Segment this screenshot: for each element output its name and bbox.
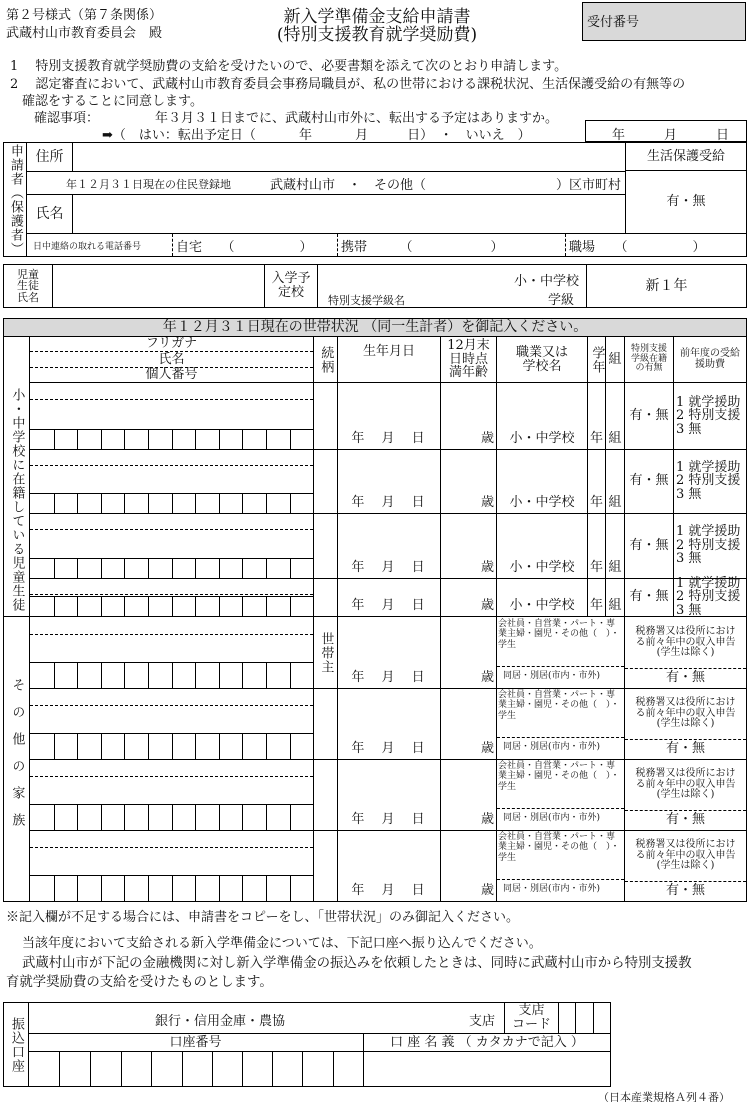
phone-label: 日中連絡の取れる電話番号 <box>33 242 142 252</box>
address-options[interactable]: 武蔵村山市 ・ その他（ ）区市町村 <box>270 178 622 193</box>
intro-line-2: 2 認定審査において、武蔵村山市教育委員会事務局職員が、私の世帯における課税状況、生活保護受給の有無等の <box>10 77 686 92</box>
family-age[interactable]: 歳 <box>480 812 494 828</box>
child-special-toggle[interactable]: 有・無 <box>629 589 669 605</box>
form-number: 第２号様式（第７条関係） <box>6 8 163 23</box>
child-name-input[interactable] <box>30 383 313 449</box>
family-residence-options[interactable]: 同居・別居(市内・市外) <box>503 813 601 824</box>
account-name-input[interactable] <box>364 1052 610 1086</box>
family-birthdate[interactable]: 年 月 日 <box>351 883 425 899</box>
home-phone[interactable]: 自宅 （ ） <box>176 240 313 255</box>
entry-school-label: 入学予 定校 <box>271 271 311 300</box>
note-1: ※記入欄が不足する場合には、申請書をコピーをし、「世帯状況」のみ御記入ください。 <box>6 910 519 925</box>
col-name: 氏名 <box>158 351 185 367</box>
col-aid: 前年度の受給 援助費 <box>680 348 740 370</box>
child-aid-options[interactable]: 1 就学援助 2 特別支援 3 無 <box>676 459 741 502</box>
col-furigana: フリガナ <box>145 336 198 352</box>
family-residence-options[interactable]: 同居・別居(市内・市外) <box>503 884 601 895</box>
welfare-toggle[interactable]: 有・無 <box>666 194 706 210</box>
child-class[interactable]: 組 <box>608 495 622 511</box>
family-name-input[interactable] <box>30 688 313 759</box>
col-grade: 学年 <box>589 345 605 374</box>
child-aid-options[interactable]: 1 就学援助 2 特別支援 3 無 <box>676 524 741 567</box>
work-phone[interactable]: 職場 （ ） <box>569 240 706 255</box>
family-job-options[interactable]: 会社員・自営業・パート・専業主婦・園児・その他（ ）・学生 <box>498 761 620 792</box>
applicant-name-input[interactable] <box>73 195 624 232</box>
receipt-number-box[interactable] <box>582 2 746 41</box>
special-class-label: 特別支援学級名 <box>328 294 405 307</box>
bank-types[interactable]: 銀行・信用金庫・農協 <box>155 1014 286 1029</box>
child-school[interactable]: 小・中学校 <box>509 495 575 511</box>
family-residence-options[interactable]: 同居・別居(市内・市外) <box>503 671 601 682</box>
child-age[interactable]: 歳 <box>480 431 494 447</box>
child-class[interactable]: 組 <box>608 598 622 614</box>
col-age: 12月末 日時点 満年齢 <box>447 338 490 381</box>
child-birthdate[interactable]: 年 月 日 <box>351 495 425 511</box>
family-tax-label: 税務署又は役所におけ る前々年中の収入申告 (学生は除く) <box>635 626 736 659</box>
family-tax-label: 税務署又は役所におけ る前々年中の収入申告 (学生は除く) <box>635 768 736 801</box>
welfare-label: 生活保護受給 <box>646 149 725 165</box>
family-age[interactable]: 歳 <box>480 670 494 686</box>
child-special-toggle[interactable]: 有・無 <box>629 473 669 489</box>
family-name-input[interactable] <box>30 759 313 830</box>
branch-code-label: 支店 コード <box>511 1003 551 1032</box>
family-birthdate[interactable]: 年 月 日 <box>351 670 425 686</box>
child-birthdate[interactable]: 年 月 日 <box>351 560 425 576</box>
others-section-label: その他の家族 <box>9 678 25 840</box>
child-special-toggle[interactable]: 有・無 <box>629 408 669 424</box>
child-name-input[interactable] <box>30 513 313 578</box>
col-job: 職業又は 学校名 <box>515 344 568 374</box>
family-tax-label: 税務署又は役所におけ る前々年中の収入申告 (学生は除く) <box>635 697 736 730</box>
family-residence-options[interactable]: 同居・別居(市内・市外) <box>503 742 601 753</box>
child-birthdate[interactable]: 年 月 日 <box>351 431 425 447</box>
confirm-date[interactable]: 年 月 日 <box>612 128 730 143</box>
grade-value: 新１年 <box>645 277 688 294</box>
family-job-options[interactable]: 会社員・自営業・パート・専業主婦・園児・その他（ ）・学生 <box>498 832 620 863</box>
family-tax-label: 税務署又は役所におけ る前々年中の収入申告 (学生は除く) <box>635 839 736 872</box>
child-grade[interactable]: 年 <box>589 560 603 576</box>
student-name-input[interactable] <box>53 265 263 307</box>
intro-line-1: 1 特別支援教育就学奨励費の支給を受けたいので、必要書類を添えて次のとおり申請します。 <box>10 59 568 74</box>
child-name-input[interactable] <box>30 578 313 616</box>
account-number-label: 口座番号 <box>169 1034 222 1050</box>
family-tax-toggle[interactable]: 有・無 <box>665 883 705 899</box>
child-age[interactable]: 歳 <box>480 495 494 511</box>
household-title: 年１２月３１日現在の世帯状況 （同一生計者）を御記入ください。 <box>162 319 588 336</box>
child-school[interactable]: 小・中学校 <box>509 560 575 576</box>
family-tax-toggle[interactable]: 有・無 <box>665 812 705 828</box>
col-relationship: 続柄 <box>318 345 334 374</box>
child-grade[interactable]: 年 <box>589 495 603 511</box>
family-birthdate[interactable]: 年 月 日 <box>351 741 425 757</box>
family-name-input[interactable] <box>30 617 313 688</box>
child-birthdate[interactable]: 年 月 日 <box>351 598 425 614</box>
kids-section-label: 小・中学校に在籍している児童生徒 <box>9 387 25 612</box>
family-tax-toggle[interactable]: 有・無 <box>665 741 705 757</box>
col-class: 組 <box>608 351 622 367</box>
note-4: 育就学奨励費の支給を受けたものとします。 <box>6 975 273 990</box>
footer-spec: （日本産業規格Ａ列４番） <box>598 1091 730 1102</box>
applicant-label: 申請者（保護者） <box>7 143 23 256</box>
child-special-toggle[interactable]: 有・無 <box>629 537 669 553</box>
school-type[interactable]: 小・中学校 <box>514 274 580 289</box>
family-job-options[interactable]: 会社員・自営業・パート・専業主婦・園児・その他（ ）・学生 <box>498 619 620 650</box>
child-school[interactable]: 小・中学校 <box>509 431 575 447</box>
family-job-options[interactable]: 会社員・自営業・パート・専業主婦・園児・その他（ ）・学生 <box>498 690 620 721</box>
name-label: 氏名 <box>35 205 64 222</box>
col-special-class: 特別支援 学級在籍 の有無 <box>630 344 667 374</box>
branch-label: 支店 <box>469 1014 496 1029</box>
class-suffix: 学級 <box>548 293 575 308</box>
family-birthdate[interactable]: 年 月 日 <box>351 812 425 828</box>
mobile-phone[interactable]: 携帯 （ ） <box>341 240 504 255</box>
page-subtitle: (特別支援教育就学奨励費) <box>276 25 478 45</box>
col-birth: 生年月日 <box>362 344 415 360</box>
intro-line-3: 確認をすることに同意します。 <box>22 94 203 109</box>
head-of-household: 世帯主 <box>318 631 334 674</box>
child-aid-options[interactable]: 1 就学援助 2 特別支援 3 無 <box>676 575 741 618</box>
student-label: 児童 生徒 氏名 <box>17 267 39 304</box>
receipt-number-label: 受付番号 <box>587 15 640 30</box>
bank-side-label: 振込口座 <box>8 1016 24 1073</box>
child-grade[interactable]: 年 <box>589 431 603 447</box>
note-3: 武蔵村山市が下記の金融機関に対し新入学準備金の振込みを依頼したときは、同時に武蔵村山市から特別支援教 <box>22 956 692 971</box>
child-name-input[interactable] <box>30 449 313 513</box>
confirm-question: 年３月３１日までに、武蔵村山市外に、転出する予定はありますか。 <box>155 111 559 126</box>
account-name-label: 口 座 名 義 （ カタカナで記入 ） <box>390 1034 584 1050</box>
family-age[interactable]: 歳 <box>480 883 494 899</box>
family-tax-toggle[interactable]: 有・無 <box>665 670 705 686</box>
address-input[interactable] <box>73 144 624 170</box>
address-label: 住所 <box>35 149 64 166</box>
child-class[interactable]: 組 <box>608 431 622 447</box>
family-age[interactable]: 歳 <box>480 741 494 757</box>
note-2: 当該年度において支給される新入学準備金については、下記口座へ振り込んでください。 <box>22 936 542 951</box>
child-age[interactable]: 歳 <box>480 560 494 576</box>
child-age[interactable]: 歳 <box>480 598 494 614</box>
recipient: 武蔵村山市教育委員会 殿 <box>6 26 163 41</box>
child-aid-options[interactable]: 1 就学援助 2 特別支援 3 無 <box>676 394 741 437</box>
family-name-input[interactable] <box>30 830 313 901</box>
confirm-label: 確認事項： <box>34 111 100 126</box>
confirm-answer[interactable]: ➡（ はい：転出予定日（ 年 月 日） ・ いいえ ） <box>102 128 531 143</box>
page-title: 新入学準備金支給申請書 <box>283 7 471 27</box>
child-class[interactable]: 組 <box>608 560 622 576</box>
col-id: 個人番号 <box>145 367 198 383</box>
address-note: 年１２月３１日現在の住民登録地 <box>66 178 231 191</box>
child-grade[interactable]: 年 <box>589 598 603 614</box>
child-school[interactable]: 小・中学校 <box>509 598 575 614</box>
account-number-input[interactable] <box>29 1052 362 1086</box>
